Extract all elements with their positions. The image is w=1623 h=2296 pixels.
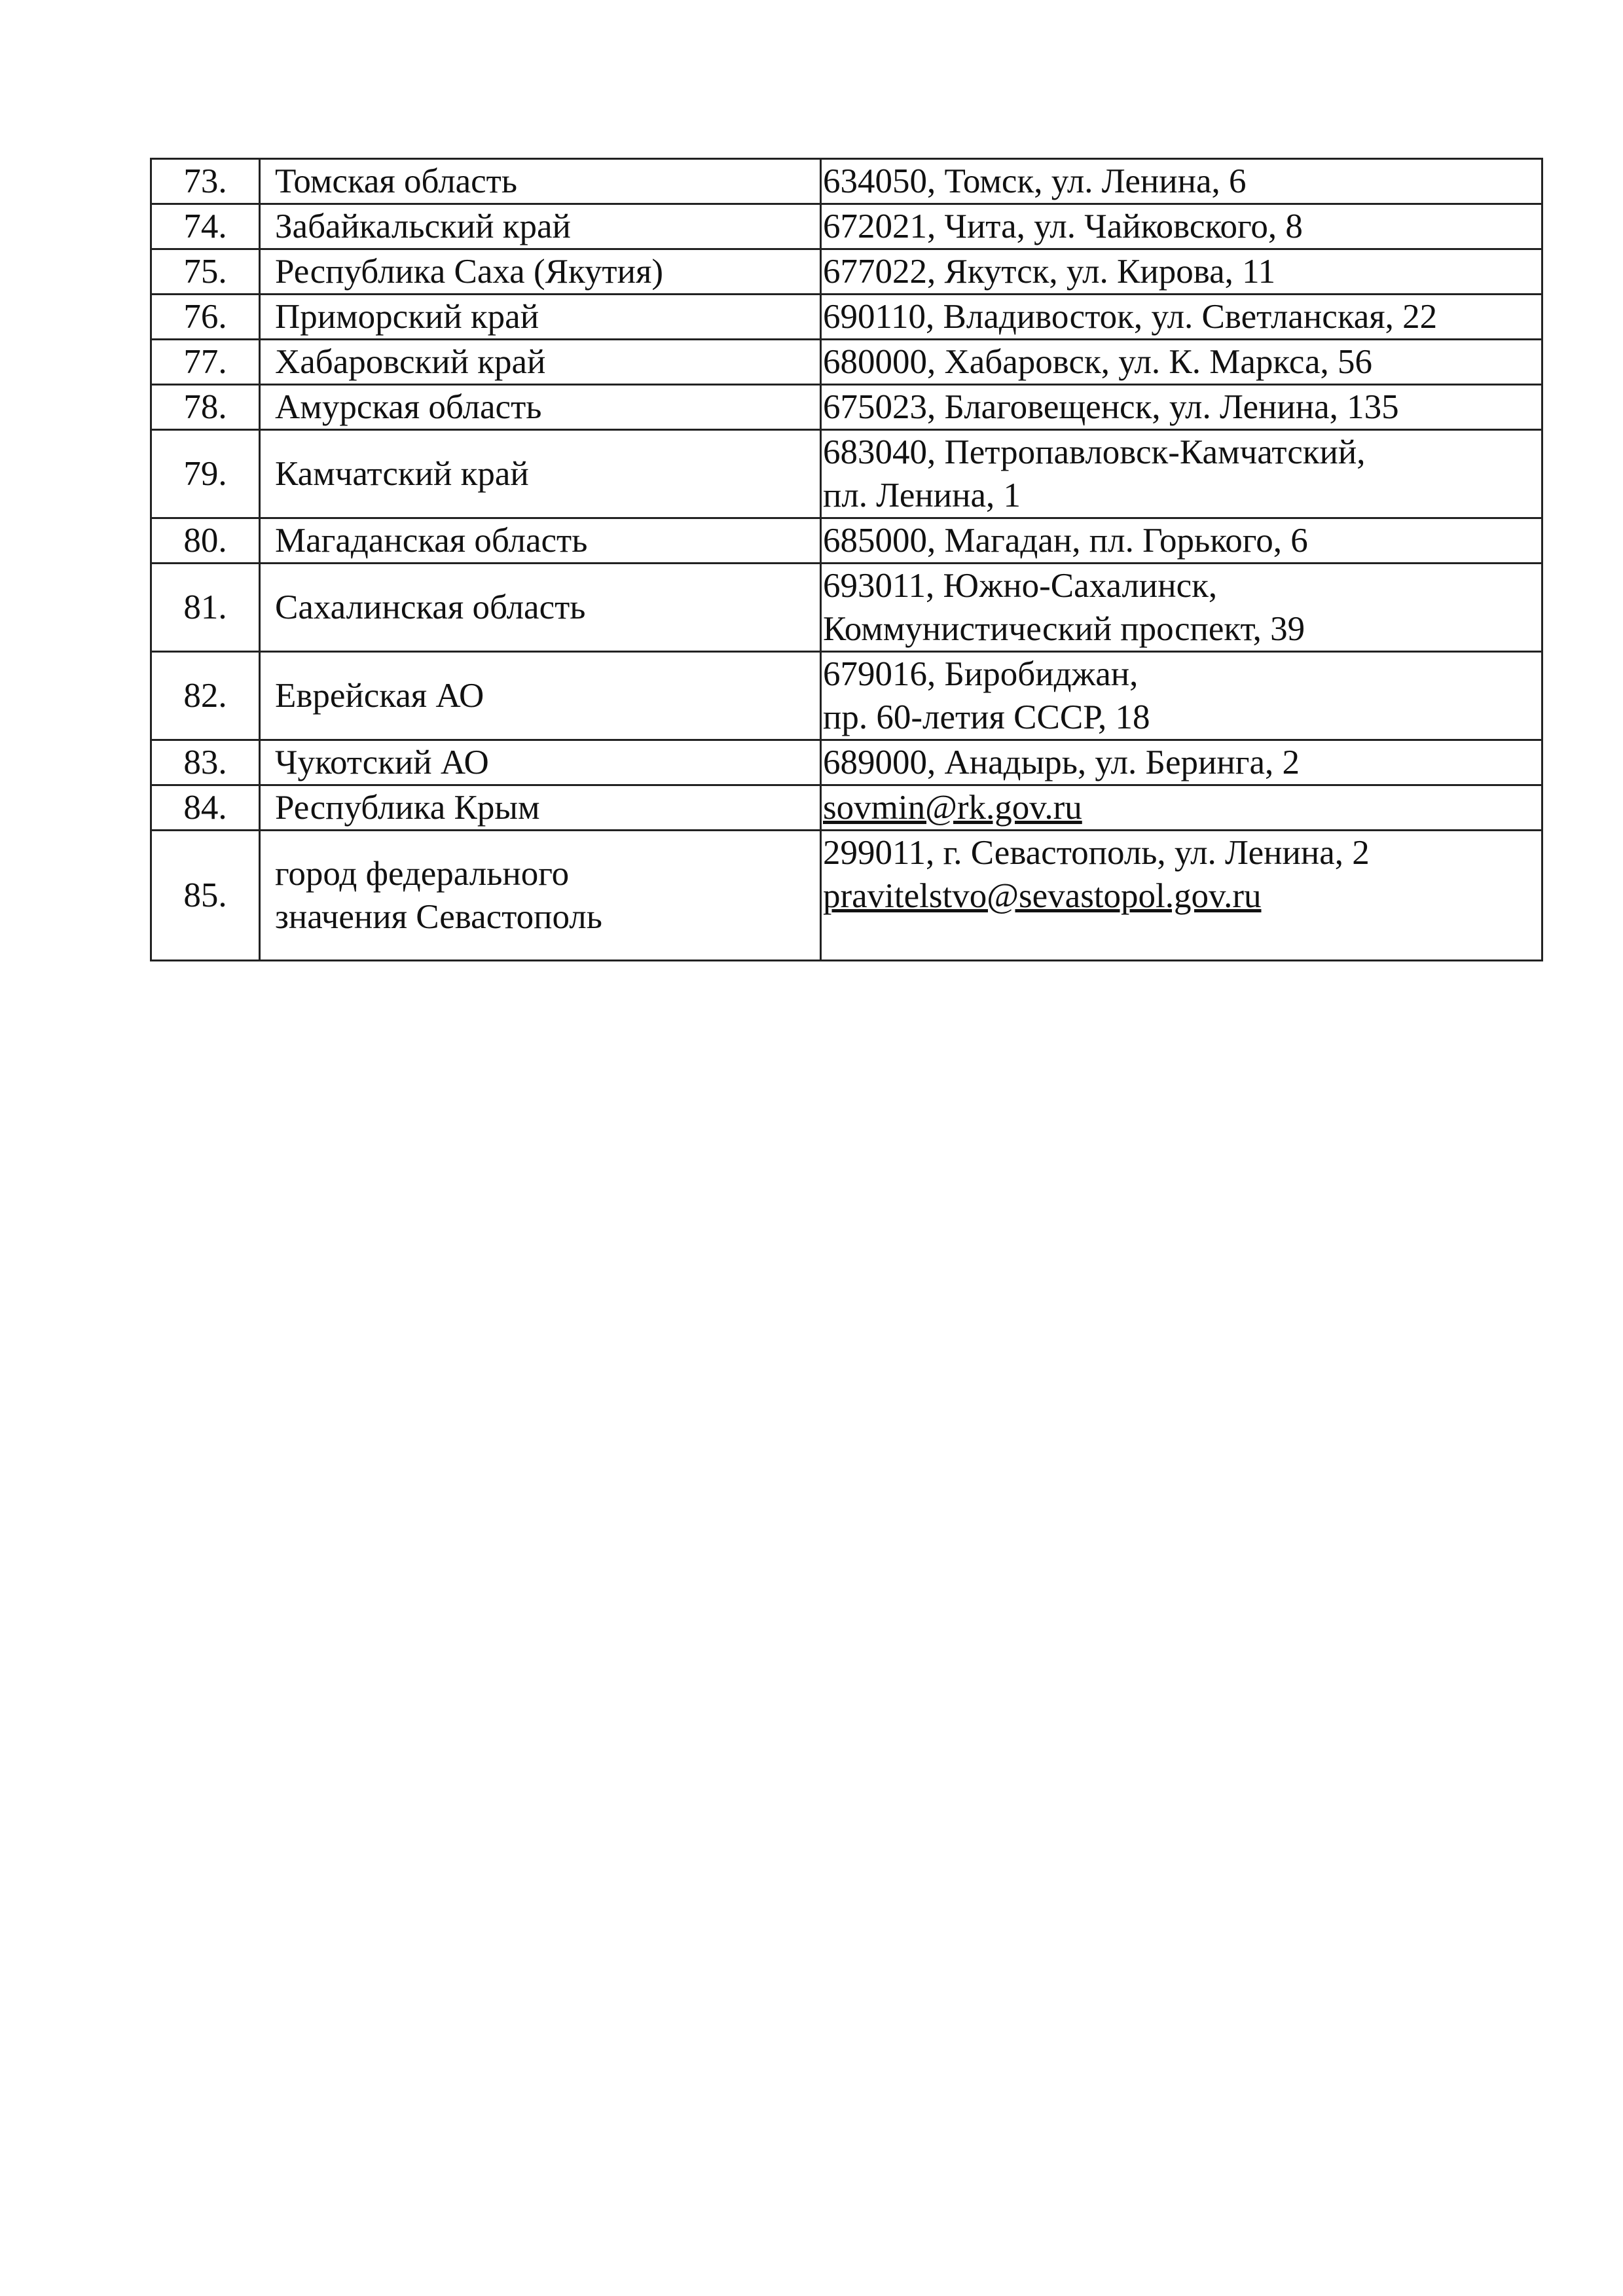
row-number: 84. <box>151 785 260 831</box>
row-number: 76. <box>151 295 260 340</box>
table-row <box>151 518 1542 564</box>
table-row <box>151 430 1542 518</box>
row-number: 82. <box>151 652 260 740</box>
region-name-line: Сахалинская область <box>275 588 586 626</box>
region-cell <box>260 249 821 295</box>
address-line: 690110, Владивосток, ул. Светланская, 22 <box>823 298 1438 336</box>
address-line: пл. Ленина, 1 <box>823 476 1021 514</box>
row-number: 78. <box>151 385 260 430</box>
address-cell <box>821 652 1542 740</box>
table-row <box>151 204 1542 249</box>
region-cell <box>260 564 821 652</box>
row-number: 80. <box>151 518 260 564</box>
address-line: Коммунистический проспект, 39 <box>823 610 1305 648</box>
address-cell <box>821 204 1542 249</box>
address-cell <box>821 430 1542 518</box>
address-line: 677022, Якутск, ул. Кирова, 11 <box>823 253 1276 291</box>
row-number: 73. <box>151 159 260 204</box>
address-cell <box>821 295 1542 340</box>
region-name-line: Хабаровский край <box>275 343 546 381</box>
address-line: 675023, Благовещенск, ул. Ленина, 135 <box>823 388 1399 426</box>
table-row <box>151 740 1542 785</box>
table-row <box>151 159 1542 204</box>
region-name-line: Магаданская область <box>275 522 588 560</box>
table-row <box>151 385 1542 430</box>
table-row <box>151 831 1542 961</box>
row-number: 85. <box>151 831 260 961</box>
table-row <box>151 340 1542 385</box>
table-row <box>151 785 1542 831</box>
address-line: 683040, Петропавловск-Камчатский, <box>823 433 1366 471</box>
address-cell <box>821 831 1542 961</box>
address-cell <box>821 564 1542 652</box>
row-number: 77. <box>151 340 260 385</box>
region-cell <box>260 430 821 518</box>
region-cell <box>260 204 821 249</box>
address-cell <box>821 785 1542 831</box>
row-number: 74. <box>151 204 260 249</box>
address-line: 693011, Южно-Сахалинск, <box>823 567 1218 605</box>
address-line: 680000, Хабаровск, ул. К. Маркса, 56 <box>823 343 1373 381</box>
region-name-line: Еврейская АО <box>275 677 484 715</box>
region-cell <box>260 340 821 385</box>
table-row <box>151 652 1542 740</box>
row-number: 75. <box>151 249 260 295</box>
address-line: 685000, Магадан, пл. Горького, 6 <box>823 522 1308 560</box>
region-cell <box>260 295 821 340</box>
address-line: пр. 60-летия СССР, 18 <box>823 698 1150 736</box>
address-line: 689000, Анадырь, ул. Беринга, 2 <box>823 744 1300 781</box>
region-name-line: город федерального <box>275 855 570 893</box>
address-line: 672021, Чита, ул. Чайковского, 8 <box>823 207 1303 245</box>
region-name-line: Камчатский край <box>275 455 529 493</box>
region-cell <box>260 740 821 785</box>
address-cell <box>821 385 1542 430</box>
address-cell <box>821 249 1542 295</box>
row-number: 79. <box>151 430 260 518</box>
address-cell <box>821 518 1542 564</box>
regions-address-table <box>150 158 1543 961</box>
table-row <box>151 249 1542 295</box>
region-cell <box>260 518 821 564</box>
region-name-line: Республика Крым <box>275 789 540 827</box>
email-link[interactable]: pravitelstvo@sevastopol.gov.ru <box>823 877 1262 915</box>
region-cell <box>260 652 821 740</box>
table-row <box>151 295 1542 340</box>
region-cell <box>260 385 821 430</box>
address-line: 634050, Томск, ул. Ленина, 6 <box>823 162 1247 200</box>
row-number: 83. <box>151 740 260 785</box>
region-name-line: Амурская область <box>275 388 542 426</box>
table-row <box>151 564 1542 652</box>
region-name-line: Чукотский АО <box>275 744 489 781</box>
address-line: 679016, Биробиджан, <box>823 655 1139 693</box>
region-name-line: Приморский край <box>275 298 539 336</box>
region-name-line: Томская область <box>275 162 518 200</box>
table-body <box>151 159 1542 961</box>
region-name-line: значения Севастополь <box>275 898 602 936</box>
region-name-line: Забайкальский край <box>275 207 571 245</box>
address-line: 299011, г. Севастополь, ул. Ленина, 2 <box>823 834 1370 872</box>
region-cell <box>260 831 821 961</box>
region-cell <box>260 159 821 204</box>
row-number: 81. <box>151 564 260 652</box>
address-cell <box>821 159 1542 204</box>
email-link[interactable]: sovmin@rk.gov.ru <box>823 789 1082 827</box>
region-cell <box>260 785 821 831</box>
address-cell <box>821 740 1542 785</box>
address-cell <box>821 340 1542 385</box>
region-name-line: Республика Саха (Якутия) <box>275 253 663 291</box>
